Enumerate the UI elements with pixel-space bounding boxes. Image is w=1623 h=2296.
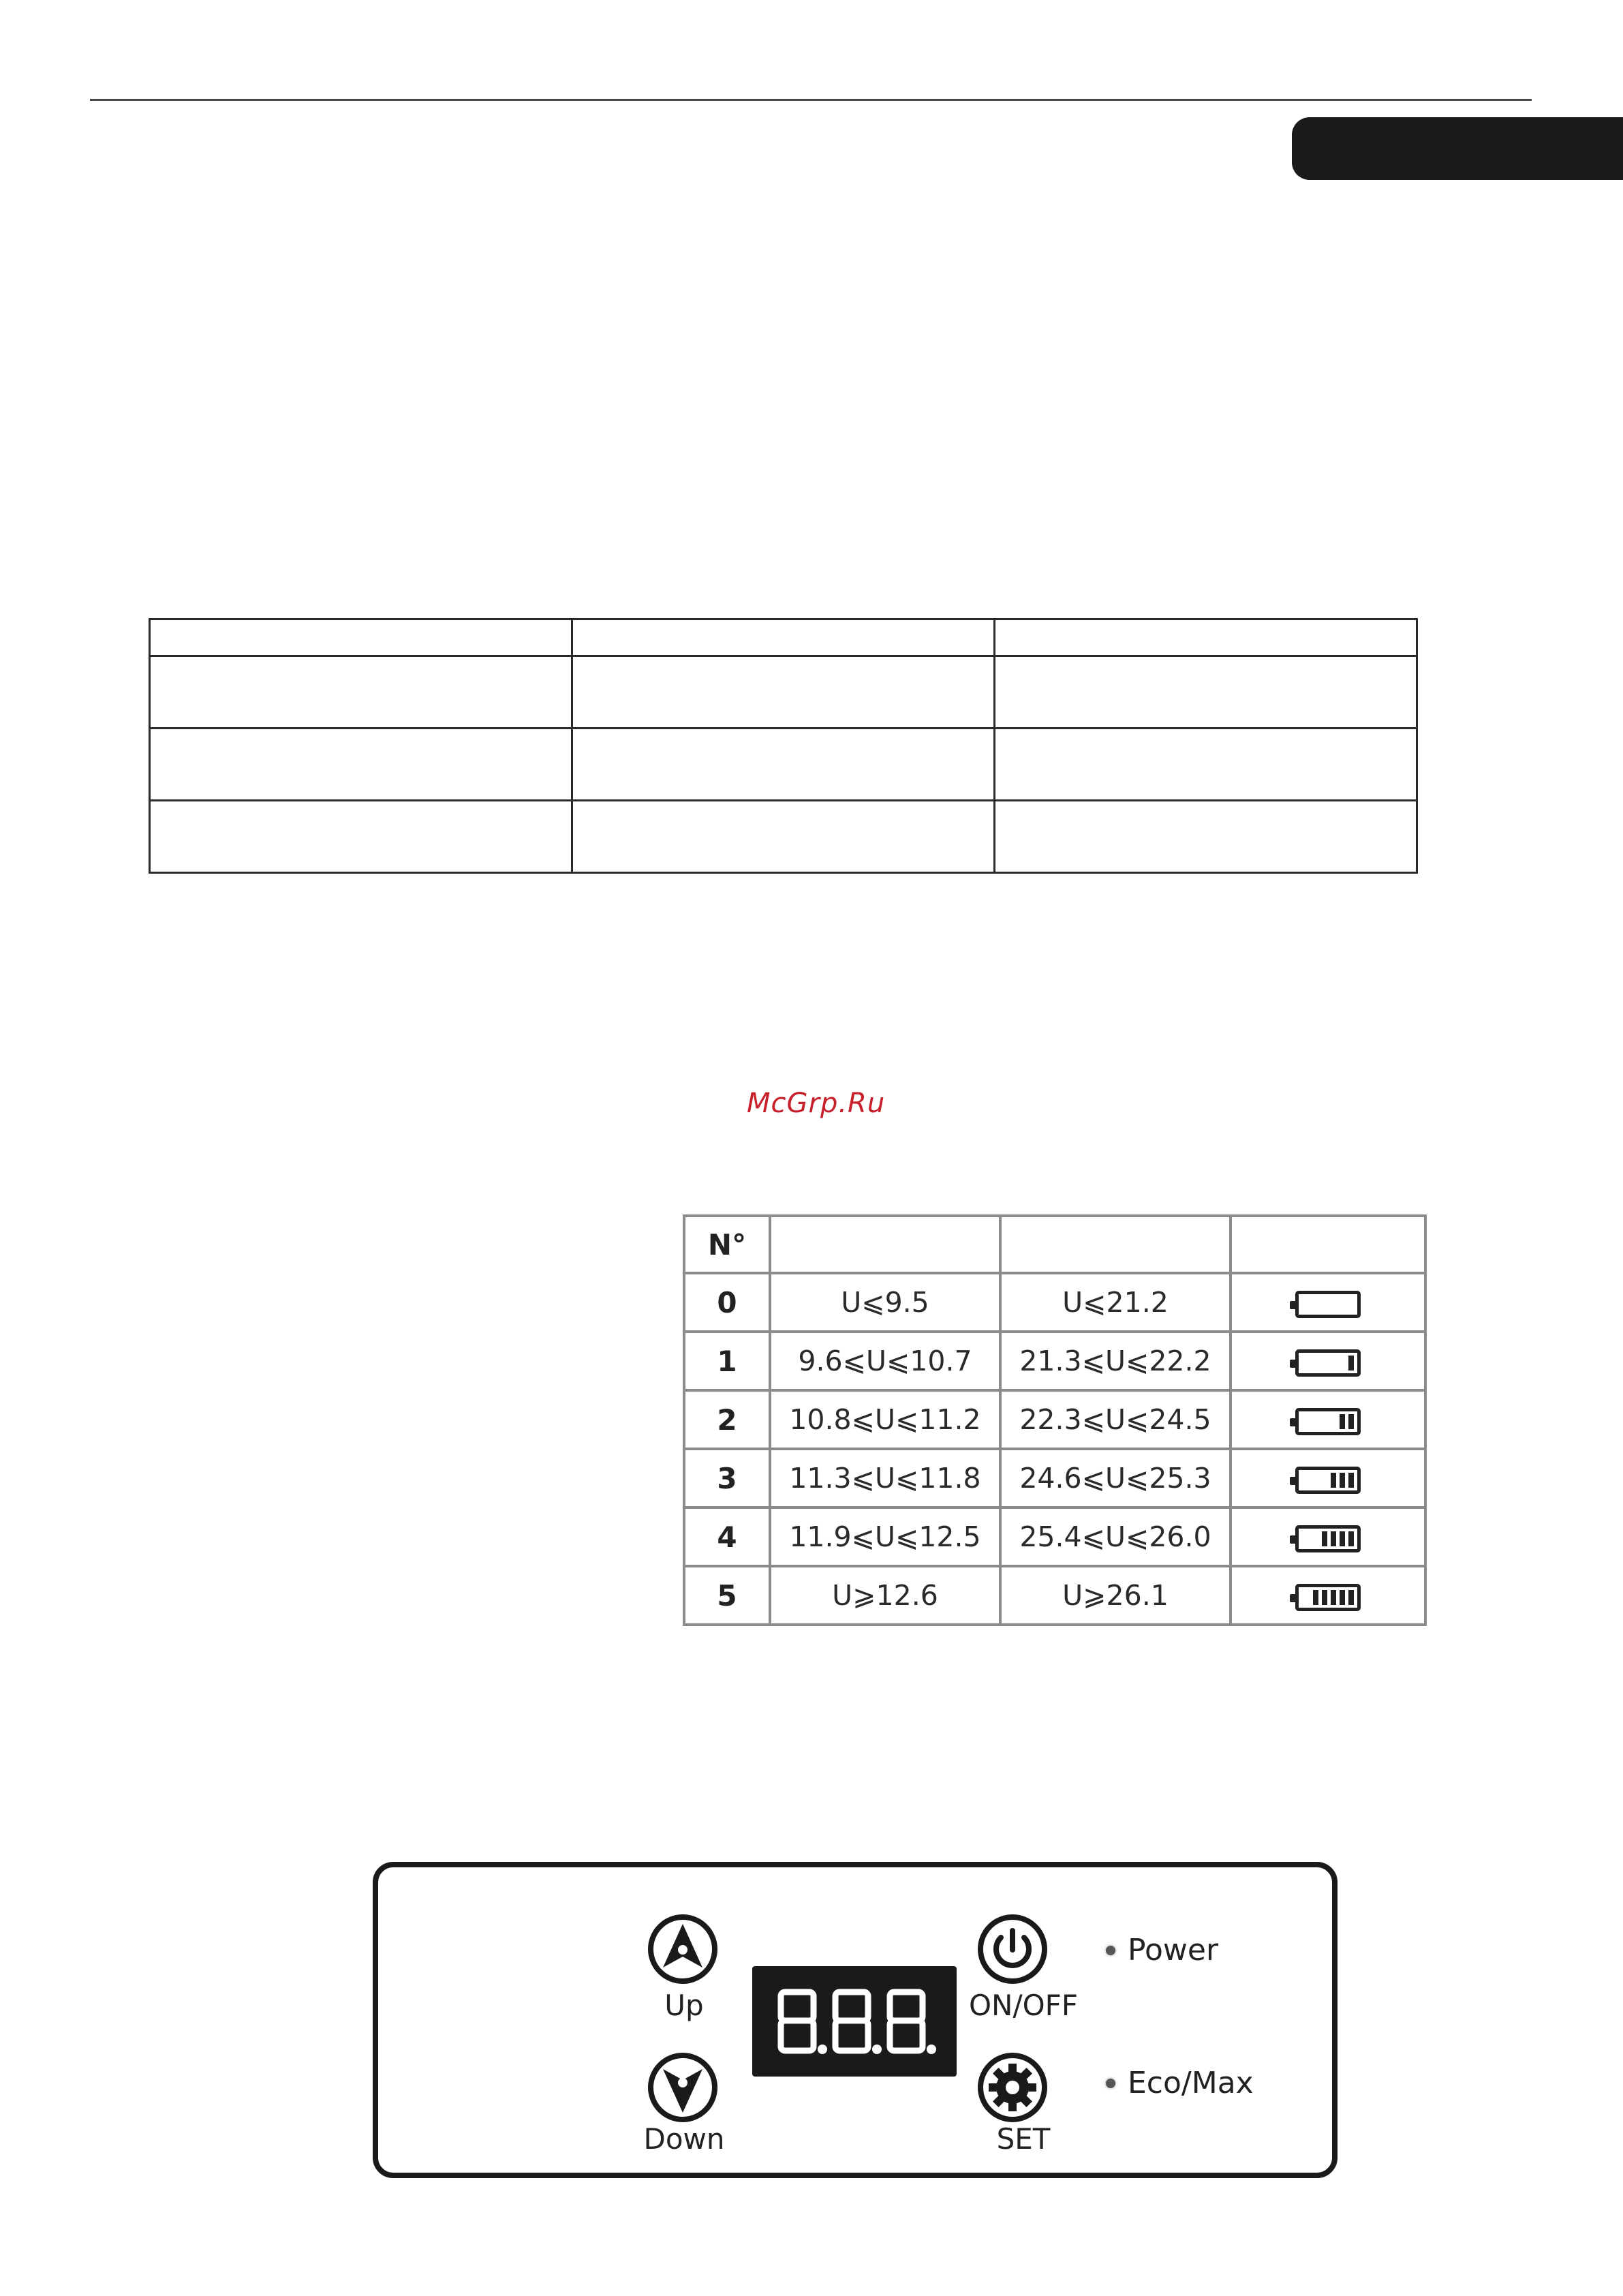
gear-icon[interactable] <box>975 2050 1050 2125</box>
battery-level-cell <box>1231 1507 1425 1566</box>
battery-bar <box>1331 1590 1336 1605</box>
voltage-12v: 9.6⩽U⩽10.7 <box>770 1332 1000 1390</box>
section-tab <box>1292 117 1623 180</box>
battery-bar <box>1348 1414 1354 1429</box>
eco-indicator-label: Eco/Max <box>1128 2066 1254 2100</box>
down-button-label: Down <box>643 2122 725 2156</box>
battery-bar <box>1348 1356 1354 1371</box>
table-row <box>684 1332 1425 1390</box>
battery-level-cell <box>1231 1390 1425 1449</box>
level-number: 2 <box>684 1390 770 1449</box>
voltage-24v: 25.4⩽U⩽26.0 <box>1000 1507 1231 1566</box>
set-button-label: SET <box>996 2122 1051 2156</box>
voltage-24v: U⩽21.2 <box>1000 1273 1231 1332</box>
spec-table-cell <box>572 619 995 656</box>
header-no: N° <box>684 1216 770 1273</box>
spec-table-cell <box>572 801 995 873</box>
battery-level-cell <box>1231 1566 1425 1625</box>
spec-table-cell <box>150 729 572 801</box>
power-indicator-led <box>1106 1946 1115 1955</box>
header-12v <box>770 1216 1000 1273</box>
battery-bar <box>1322 1590 1327 1605</box>
battery-level-cell <box>1231 1449 1425 1507</box>
voltage-24v: 22.3⩽U⩽24.5 <box>1000 1390 1231 1449</box>
table-row <box>684 1449 1425 1507</box>
spec-table-cell <box>150 656 572 729</box>
header-rule <box>90 99 1532 101</box>
battery-icon <box>1295 1584 1361 1611</box>
spec-table-cell <box>150 619 572 656</box>
power-indicator-label: Power <box>1128 1933 1219 1968</box>
battery-bar <box>1340 1590 1345 1605</box>
up-arrow-icon[interactable] <box>645 1912 720 1987</box>
table-row <box>684 1566 1425 1625</box>
spec-table-cell <box>572 656 995 729</box>
spec-table-cell <box>572 729 995 801</box>
table-row <box>684 1390 1425 1449</box>
eco-indicator-led <box>1106 2079 1115 2088</box>
spec-table-cell <box>995 729 1417 801</box>
voltage-12v: 11.9⩽U⩽12.5 <box>770 1507 1000 1566</box>
battery-level-table <box>683 1214 1427 1626</box>
voltage-12v: 11.3⩽U⩽11.8 <box>770 1449 1000 1507</box>
up-button-label: Up <box>664 1989 704 2022</box>
table-row <box>684 1507 1425 1566</box>
battery-icon <box>1295 1525 1361 1552</box>
battery-bar <box>1331 1531 1336 1546</box>
level-number: 0 <box>684 1273 770 1332</box>
battery-bar <box>1348 1590 1354 1605</box>
watermark: McGrp.Ru <box>747 1088 886 1119</box>
battery-icon <box>1295 1349 1361 1377</box>
battery-icon <box>1295 1291 1361 1318</box>
battery-icon <box>1295 1467 1361 1494</box>
voltage-24v: 21.3⩽U⩽22.2 <box>1000 1332 1231 1390</box>
battery-bar <box>1331 1473 1336 1488</box>
battery-icon <box>1295 1408 1361 1435</box>
battery-bar <box>1322 1531 1327 1546</box>
table-row <box>684 1273 1425 1332</box>
battery-bar <box>1348 1531 1354 1546</box>
battery-bar <box>1348 1473 1354 1488</box>
level-number: 5 <box>684 1566 770 1625</box>
voltage-12v: 10.8⩽U⩽11.2 <box>770 1390 1000 1449</box>
battery-level-cell <box>1231 1332 1425 1390</box>
voltage-24v: 24.6⩽U⩽25.3 <box>1000 1449 1231 1507</box>
level-number: 3 <box>684 1449 770 1507</box>
battery-bar <box>1340 1531 1345 1546</box>
down-arrow-icon[interactable] <box>645 2050 720 2125</box>
battery-bar <box>1340 1473 1345 1488</box>
table-header-row <box>684 1216 1425 1273</box>
spec-table-cell <box>995 619 1417 656</box>
spec-table-cell <box>995 801 1417 873</box>
level-number: 1 <box>684 1332 770 1390</box>
header-24v <box>1000 1216 1231 1273</box>
battery-bar <box>1313 1590 1318 1605</box>
header-icon <box>1231 1216 1425 1273</box>
spec-table <box>149 618 1418 874</box>
onoff-button-label: ON/OFF <box>968 1989 1078 2022</box>
spec-table-cell <box>995 656 1417 729</box>
led-display <box>752 1966 957 2077</box>
battery-level-cell <box>1231 1273 1425 1332</box>
voltage-12v: U⩾12.6 <box>770 1566 1000 1625</box>
level-number: 4 <box>684 1507 770 1566</box>
battery-bar <box>1340 1414 1345 1429</box>
power-icon[interactable] <box>975 1912 1050 1987</box>
spec-table-cell <box>150 801 572 873</box>
voltage-24v: U⩾26.1 <box>1000 1566 1231 1625</box>
seven-segment-display <box>752 1966 957 2077</box>
voltage-12v: U⩽9.5 <box>770 1273 1000 1332</box>
